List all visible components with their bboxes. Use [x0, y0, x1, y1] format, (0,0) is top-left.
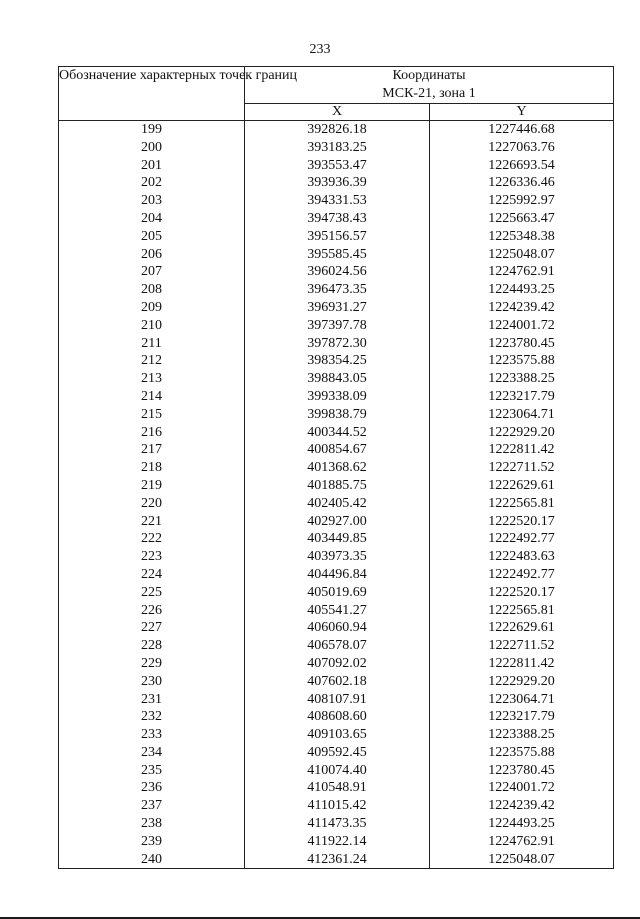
cell-y: 1223388.25 — [430, 370, 614, 388]
cell-point: 231 — [59, 691, 245, 709]
cell-y: 1223064.71 — [430, 691, 614, 709]
cell-y: 1222929.20 — [430, 673, 614, 691]
cell-y: 1223575.88 — [430, 744, 614, 762]
cell-x: 402405.42 — [245, 495, 430, 513]
cell-y: 1222811.42 — [430, 655, 614, 673]
table-row — [59, 174, 614, 192]
cell-x: 394738.43 — [245, 210, 430, 228]
cell-x: 407602.18 — [245, 673, 430, 691]
cell-point: 235 — [59, 762, 245, 780]
cell-point: 223 — [59, 548, 245, 566]
table-row — [59, 566, 614, 584]
cell-point: 221 — [59, 513, 245, 531]
cell-x: 400344.52 — [245, 424, 430, 442]
cell-point: 201 — [59, 157, 245, 175]
table-row — [59, 424, 614, 442]
cell-point: 211 — [59, 335, 245, 353]
table-row — [59, 513, 614, 531]
cell-y: 1222492.77 — [430, 566, 614, 584]
cell-x: 398843.05 — [245, 370, 430, 388]
cell-point: 240 — [59, 851, 245, 869]
cell-x: 406060.94 — [245, 619, 430, 637]
cell-point: 220 — [59, 495, 245, 513]
table-row — [59, 121, 614, 139]
table-row — [59, 602, 614, 620]
table-row — [59, 548, 614, 566]
cell-point: 216 — [59, 424, 245, 442]
cell-x: 407092.02 — [245, 655, 430, 673]
cell-x: 395156.57 — [245, 228, 430, 246]
cell-y: 1223780.45 — [430, 335, 614, 353]
cell-x: 395585.45 — [245, 246, 430, 264]
cell-point: 212 — [59, 352, 245, 370]
cell-y: 1222520.17 — [430, 584, 614, 602]
table-row — [59, 352, 614, 370]
table-row — [59, 281, 614, 299]
cell-point: 224 — [59, 566, 245, 584]
header-coordinates-title: Координаты — [392, 68, 466, 83]
cell-point: 226 — [59, 602, 245, 620]
cell-x: 393936.39 — [245, 174, 430, 192]
table-row — [59, 744, 614, 762]
table-row — [59, 851, 614, 869]
cell-y: 1222520.17 — [430, 513, 614, 531]
cell-x: 396473.35 — [245, 281, 430, 299]
cell-point: 213 — [59, 370, 245, 388]
cell-point: 207 — [59, 263, 245, 281]
table-row — [59, 495, 614, 513]
cell-y: 1225348.38 — [430, 228, 614, 246]
cell-y: 1226693.54 — [430, 157, 614, 175]
cell-y: 1222483.63 — [430, 548, 614, 566]
cell-x: 412361.24 — [245, 851, 430, 869]
table-row — [59, 691, 614, 709]
cell-y: 1227446.68 — [430, 121, 614, 139]
header-coordinates — [245, 67, 614, 104]
cell-y: 1225663.47 — [430, 210, 614, 228]
cell-point: 199 — [59, 121, 245, 139]
cell-y: 1222629.61 — [430, 619, 614, 637]
cell-y: 1224493.25 — [430, 281, 614, 299]
cell-x: 402927.00 — [245, 513, 430, 531]
cell-point: 208 — [59, 281, 245, 299]
cell-point: 203 — [59, 192, 245, 210]
table-row — [59, 317, 614, 335]
table-row — [59, 655, 614, 673]
cell-y: 1224239.42 — [430, 797, 614, 815]
cell-point: 204 — [59, 210, 245, 228]
cell-point: 237 — [59, 797, 245, 815]
cell-x: 408608.60 — [245, 708, 430, 726]
cell-x: 396931.27 — [245, 299, 430, 317]
cell-x: 397872.30 — [245, 335, 430, 353]
page-number: 233 — [309, 42, 331, 57]
table-row — [59, 530, 614, 548]
table-row — [59, 192, 614, 210]
cell-point: 232 — [59, 708, 245, 726]
table-row — [59, 406, 614, 424]
cell-y: 1222929.20 — [430, 424, 614, 442]
table-row — [59, 263, 614, 281]
cell-x: 393553.47 — [245, 157, 430, 175]
cell-x: 394331.53 — [245, 192, 430, 210]
cell-point: 205 — [59, 228, 245, 246]
cell-x: 404496.84 — [245, 566, 430, 584]
cell-x: 398354.25 — [245, 352, 430, 370]
cell-y: 1224239.42 — [430, 299, 614, 317]
cell-x: 393183.25 — [245, 139, 430, 157]
cell-point: 200 — [59, 139, 245, 157]
cell-y: 1223217.79 — [430, 708, 614, 726]
table-row — [59, 335, 614, 353]
cell-x: 403449.85 — [245, 530, 430, 548]
table-row — [59, 762, 614, 780]
cell-x: 400854.67 — [245, 441, 430, 459]
header-y: Y — [430, 104, 614, 121]
cell-point: 214 — [59, 388, 245, 406]
cell-x: 399838.79 — [245, 406, 430, 424]
table-row — [59, 246, 614, 264]
cell-point: 209 — [59, 299, 245, 317]
cell-point: 218 — [59, 459, 245, 477]
cell-y: 1224762.91 — [430, 263, 614, 281]
cell-point: 202 — [59, 174, 245, 192]
table-row — [59, 139, 614, 157]
cell-y: 1223388.25 — [430, 726, 614, 744]
cell-point: 234 — [59, 744, 245, 762]
cell-point: 206 — [59, 246, 245, 264]
cell-x: 403973.35 — [245, 548, 430, 566]
cell-point: 215 — [59, 406, 245, 424]
cell-x: 411473.35 — [245, 815, 430, 833]
cell-point: 236 — [59, 779, 245, 797]
cell-y: 1224001.72 — [430, 779, 614, 797]
cell-x: 409103.65 — [245, 726, 430, 744]
cell-y: 1222711.52 — [430, 637, 614, 655]
cell-point: 225 — [59, 584, 245, 602]
table-row — [59, 299, 614, 317]
cell-point: 217 — [59, 441, 245, 459]
cell-y: 1224001.72 — [430, 317, 614, 335]
table-row — [59, 619, 614, 637]
cell-point: 222 — [59, 530, 245, 548]
table-row — [59, 673, 614, 691]
cell-y: 1222629.61 — [430, 477, 614, 495]
table-row — [59, 797, 614, 815]
cell-y: 1223064.71 — [430, 406, 614, 424]
cell-point: 229 — [59, 655, 245, 673]
cell-y: 1223217.79 — [430, 388, 614, 406]
cell-y: 1222492.77 — [430, 530, 614, 548]
cell-y: 1224493.25 — [430, 815, 614, 833]
table-row — [59, 370, 614, 388]
cell-y: 1222711.52 — [430, 459, 614, 477]
cell-x: 399338.09 — [245, 388, 430, 406]
cell-y: 1222565.81 — [430, 602, 614, 620]
cell-x: 409592.45 — [245, 744, 430, 762]
table-row — [59, 459, 614, 477]
table-row — [59, 210, 614, 228]
cell-x: 397397.78 — [245, 317, 430, 335]
cell-y: 1225048.07 — [430, 246, 614, 264]
table-row — [59, 726, 614, 744]
cell-y: 1223575.88 — [430, 352, 614, 370]
header-x: X — [245, 104, 430, 121]
table-row — [59, 228, 614, 246]
table-row — [59, 637, 614, 655]
cell-x: 411922.14 — [245, 833, 430, 851]
cell-x: 408107.91 — [245, 691, 430, 709]
cell-point: 228 — [59, 637, 245, 655]
cell-y: 1223780.45 — [430, 762, 614, 780]
cell-point: 219 — [59, 477, 245, 495]
cell-x: 396024.56 — [245, 263, 430, 281]
cell-y: 1222811.42 — [430, 441, 614, 459]
cell-y: 1225048.07 — [430, 851, 614, 869]
cell-y: 1224762.91 — [430, 833, 614, 851]
cell-y: 1226336.46 — [430, 174, 614, 192]
cell-x: 411015.42 — [245, 797, 430, 815]
cell-point: 210 — [59, 317, 245, 335]
cell-x: 410074.40 — [245, 762, 430, 780]
cell-point: 230 — [59, 673, 245, 691]
cell-x: 406578.07 — [245, 637, 430, 655]
cell-y: 1225992.97 — [430, 192, 614, 210]
cell-x: 401885.75 — [245, 477, 430, 495]
cell-point: 233 — [59, 726, 245, 744]
header-point-designation: Обозначение характерных точек границ — [59, 67, 245, 121]
table-row — [59, 833, 614, 851]
cell-x: 405541.27 — [245, 602, 430, 620]
table-row — [59, 441, 614, 459]
cell-y: 1222565.81 — [430, 495, 614, 513]
coordinates-table — [58, 66, 614, 869]
cell-point: 238 — [59, 815, 245, 833]
table-row — [59, 477, 614, 495]
header-coordinate-system: МСК-21, зона 1 — [382, 86, 476, 101]
table-row — [59, 815, 614, 833]
cell-point: 227 — [59, 619, 245, 637]
table-row — [59, 779, 614, 797]
cell-x: 405019.69 — [245, 584, 430, 602]
table-row — [59, 708, 614, 726]
table-row — [59, 157, 614, 175]
cell-y: 1227063.76 — [430, 139, 614, 157]
table-row — [59, 388, 614, 406]
cell-point: 239 — [59, 833, 245, 851]
cell-x: 410548.91 — [245, 779, 430, 797]
cell-x: 401368.62 — [245, 459, 430, 477]
table-row — [59, 584, 614, 602]
cell-x: 392826.18 — [245, 121, 430, 139]
